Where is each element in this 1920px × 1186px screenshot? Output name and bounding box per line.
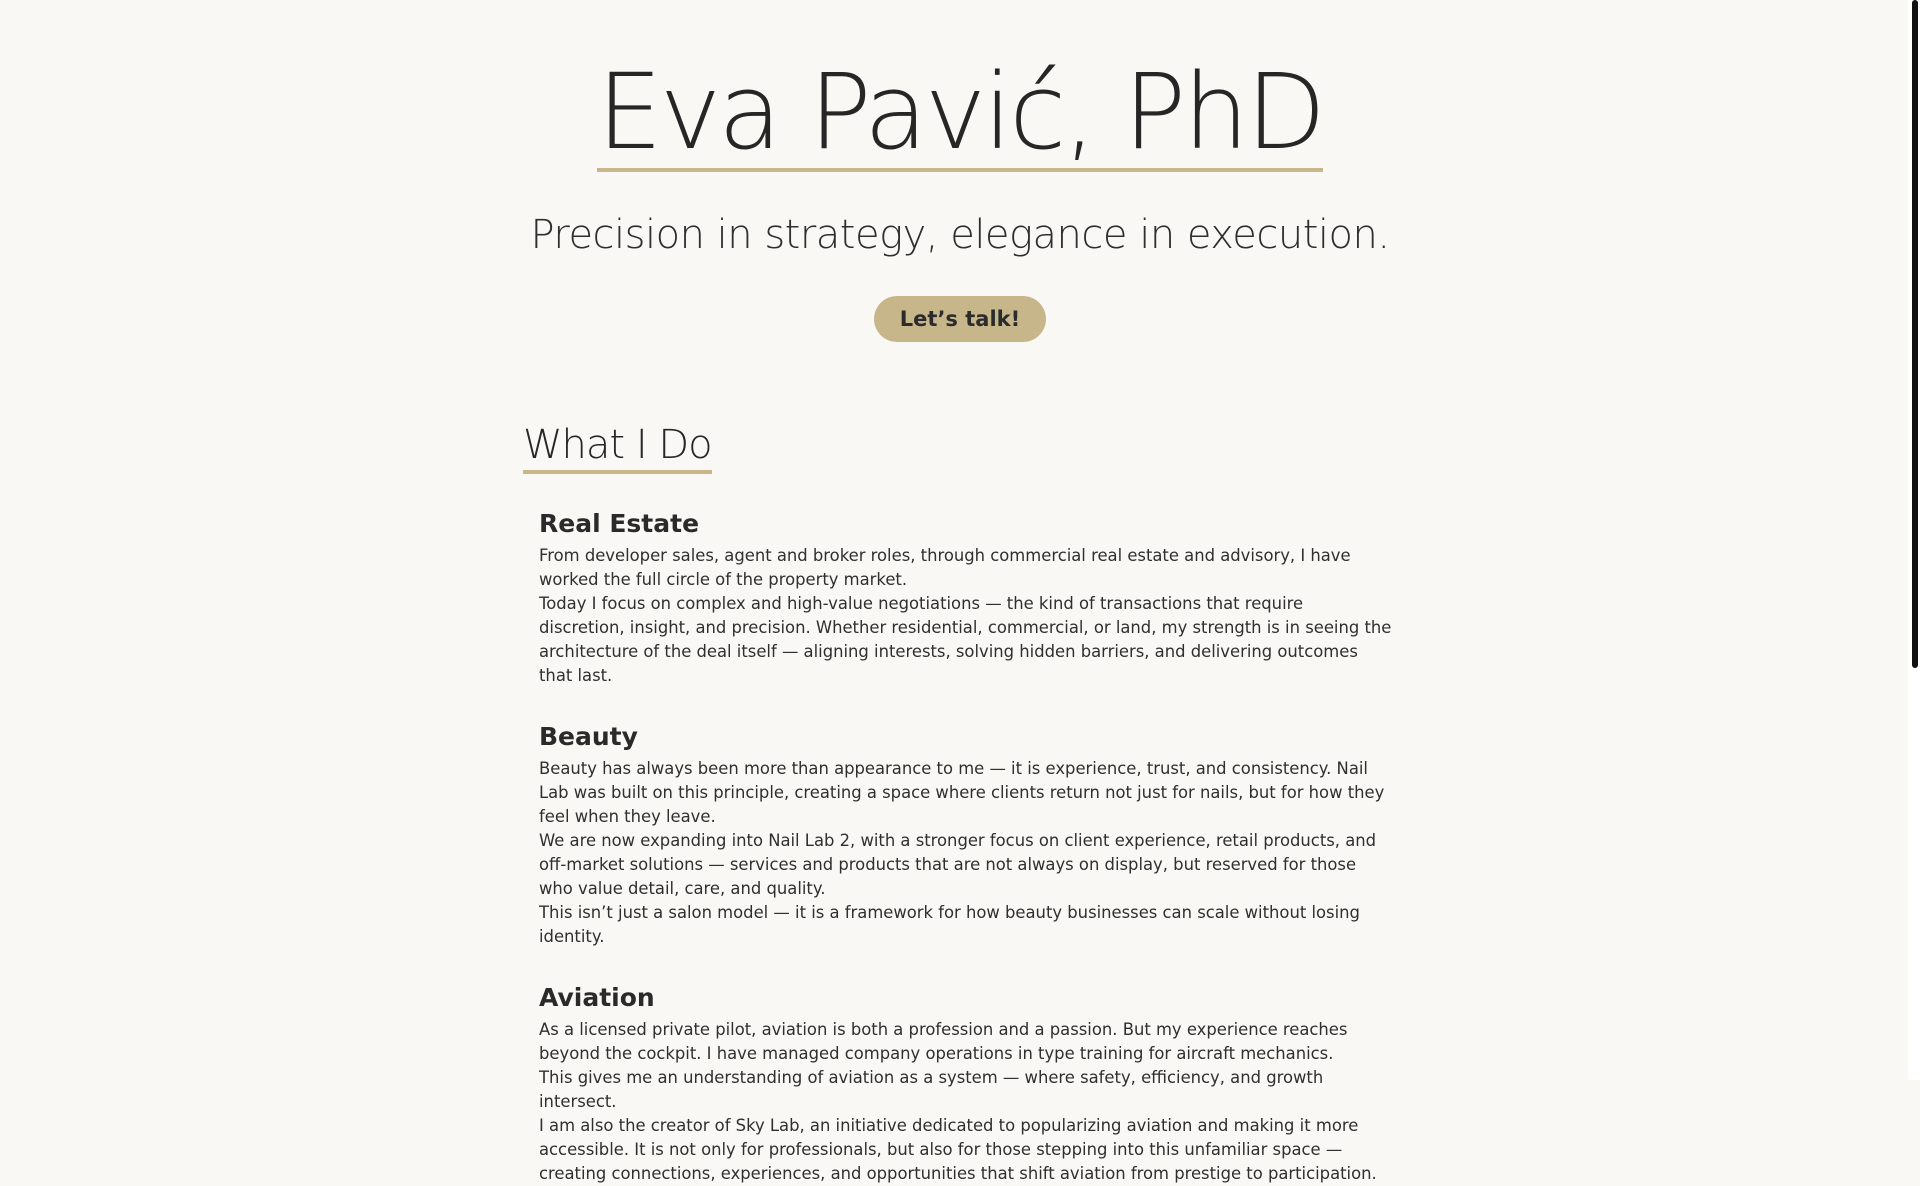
section-title: What I Do [523,420,712,474]
service-paragraph: We are now expanding into Nail Lab 2, with a stronger focus on client experience, retail products, and off-market solutions — services and products that are not always on display, but reserved for those who value detail, care, and quality. [539,831,1377,898]
hero [0,0,1920,342]
service-title: Aviation [539,983,655,1012]
service-paragraph: This gives me an understanding of aviation as a system — where safety, efficiency, and growth intersect. [539,1068,1324,1111]
service-paragraph: As a licensed private pilot, aviation is both a profession and a passion. But my experience reaches beyond the cockpit. I have managed company operations in type training for aircraft mechanics. [539,1020,1348,1063]
service-title: Beauty [539,722,638,751]
service-beauty [539,721,1393,949]
service-paragraph: From developer sales, agent and broker roles, through commercial real estate and advisory, I have worked the full circle of the property market. [539,546,1351,589]
service-real-estate [539,508,1393,688]
service-aviation [539,982,1393,1186]
service-paragraph: Beauty has always been more than appearance to me — it is experience, trust, and consistency. Nail Lab was built on this principle, creating a space where clients return not just for nails, but for how they feel when they leave. [539,759,1385,826]
tagline: Precision in strategy, elegance in execution. [530,212,1390,258]
service-paragraph: I am also the creator of Sky Lab, an initiative dedicated to popularizing aviation and making it more accessible. It is not only for professionals, but also for those stepping into this unfamiliar space — creating connections, experiences, and opportunities that shift aviation from prestige to participation. [539,1116,1377,1183]
service-title: Real Estate [539,509,700,538]
service-paragraph: Today I focus on complex and high-value negotiations — the kind of transactions that require discretion, insight, and precision. Whether residential, commercial, or land, my strength is in seeing the architecture of the deal itself — aligning interests, solving hidden barriers, and delivering outcomes that last. [539,594,1392,685]
lets-talk-button[interactable]: Let’s talk! [874,296,1046,342]
scrollbar-thumb[interactable] [1912,0,1918,668]
what-i-do-section [523,420,1393,1186]
page-title: Eva Pavić, PhD [596,51,1324,173]
service-paragraph: This isn’t just a salon model — it is a framework for how beauty businesses can scale without losing identity. [539,903,1360,946]
scrollbar[interactable] [1908,0,1920,1080]
